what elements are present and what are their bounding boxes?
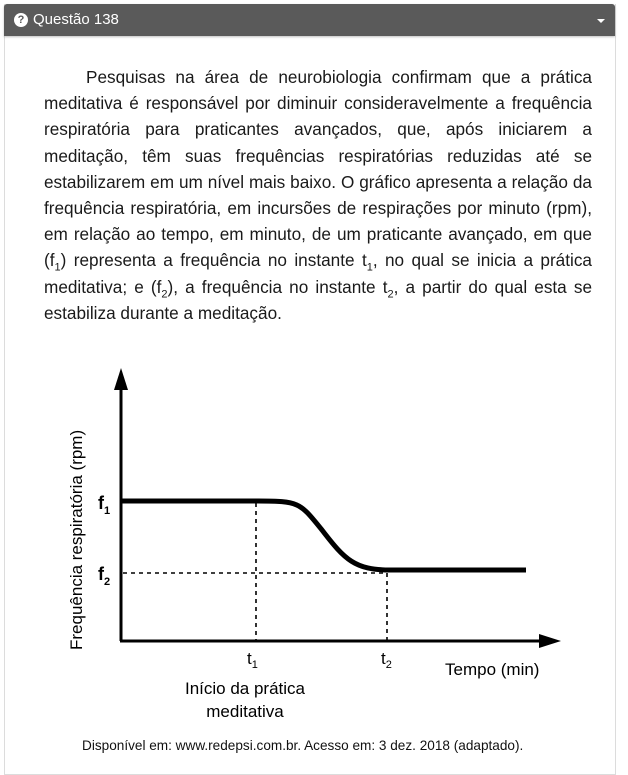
x-axis-arrow-icon xyxy=(539,634,561,648)
f1-label: $f_1$ xyxy=(98,493,111,517)
source-citation: Disponível em: www.redepsi.com.br. Acesso em: 3 dez. 2018 (adaptado). xyxy=(82,738,524,753)
y-axis-arrow-icon xyxy=(114,368,128,390)
t1-annotation-line1: Início da prática xyxy=(184,679,306,698)
t1-annotation-line2: meditativa xyxy=(206,702,284,721)
statement-text: ) representa a frequência no instante t xyxy=(60,250,367,271)
statement-text: Pesquisas na área de neurobiologia confirmam que a prática meditativa é responsável por diminuir consideravelmente a frequência respiratória para praticantes avançados, que, após iniciarem a meditação, têm suas frequências respiratórias reduzidas até se estabilizarem em um nível mais baixo. O gráfico apresenta a relação da frequência respiratória, em incursões de respirações por minuto (rpm), em relação ao tempo, em minuto, de um praticante avançado, em que (f xyxy=(44,67,592,271)
caret-down-icon[interactable] xyxy=(597,19,605,23)
f2-label: $f_2$ xyxy=(98,564,111,588)
statement-text: , a partir do qual esta se estabiliza durante a meditação. xyxy=(44,276,593,323)
question-title: Questão 138 xyxy=(33,11,119,28)
subscript: 2 xyxy=(387,288,394,301)
subscript: 1 xyxy=(366,261,373,274)
subscript: 2 xyxy=(161,288,168,301)
x-axis-label: Tempo (min) xyxy=(445,660,540,679)
question-statement xyxy=(44,64,592,326)
question-panel-header[interactable] xyxy=(4,4,615,36)
statement-text: ), a frequência no instante t xyxy=(167,276,388,297)
subscript: 1 xyxy=(54,261,61,274)
y-axis-label: Frequência respiratória (rpm) xyxy=(67,429,86,650)
t1-label: $t_1$ xyxy=(247,649,258,671)
frequency-curve xyxy=(122,501,526,570)
question-circle-icon: ? xyxy=(14,13,28,27)
t2-label: $t_2$ xyxy=(381,649,392,671)
respiratory-frequency-chart xyxy=(0,360,628,730)
statement-text: , no qual se inicia a prática meditativa; e (f xyxy=(44,250,592,297)
